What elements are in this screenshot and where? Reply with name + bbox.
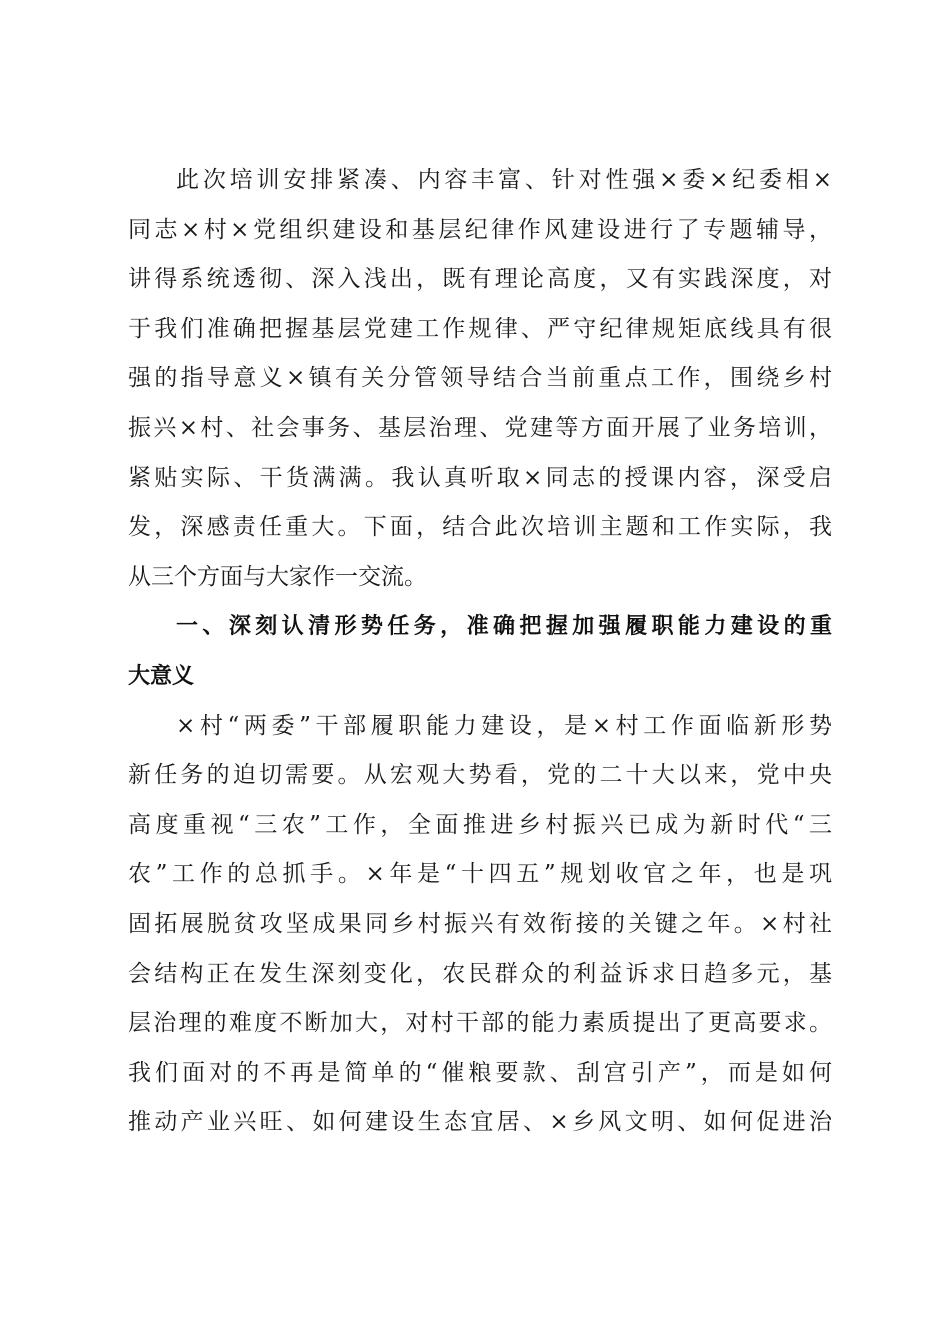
text-line: 发，深感责任重大。下面，结合此次培训主题和工作实际，我 [128,514,832,541]
section-heading [128,602,832,701]
text-line: 同志×村×党组织建设和基层纪律作风建设进行了专题辅导， [128,216,832,243]
text-line: 从三个方面与大家作一交流。 [128,563,427,590]
text-line: 推动产业兴旺、如何建设生态宜居、×乡风文明、如何促进治 [128,1109,832,1136]
heading-line: 大意义 [128,663,195,689]
text-line: 讲得系统透彻、深入浅出，既有理论高度，又有实践深度，对 [128,266,832,293]
text-line: 层治理的难度不断加大，对村干部的能力素质提出了更高要求。 [128,1010,832,1037]
text-line: 强的指导意义×镇有关分管领导结合当前重点工作，围绕乡村 [128,365,832,392]
text-line: 固拓展脱贫攻坚成果同乡村振兴有效衔接的关键之年。×村社 [128,910,832,937]
text-line: ×村“两委”干部履职能力建设，是×村工作面临新形势 [176,712,832,739]
text-line: 会结构正在发生深刻变化，农民群众的利益诉求日趋多元，基 [128,960,832,987]
text-line: 此次培训安排紧凑、内容丰富、针对性强×委×纪委相× [176,167,832,193]
text-line: 农”工作的总抓手。×年是“十四五”规划收官之年，也是巩 [128,861,832,888]
text-line: 于我们准确把握基层党建工作规律、严守纪律规矩底线具有很 [128,315,832,342]
paragraph-intro [128,156,832,602]
text-line: 高度重视“三农”工作，全面推进乡村振兴已成为新时代“三 [128,811,832,838]
document-body [128,156,832,1148]
heading-line: 一、深刻认清形势任务，准确把握加强履职能力建设的重 [176,614,832,640]
text-line: 紧贴实际、干货满满。我认真听取×同志的授课内容，深受启 [128,464,832,491]
paragraph-section-body [128,702,832,1148]
text-line: 振兴×村、社会事务、基层治理、党建等方面开展了业务培训， [128,414,832,441]
text-line: 我们面对的不再是简单的“催粮要款、刮宫引产”，而是如何 [128,1059,832,1086]
text-line: 新任务的迫切需要。从宏观大势看，党的二十大以来，党中央 [128,762,832,789]
